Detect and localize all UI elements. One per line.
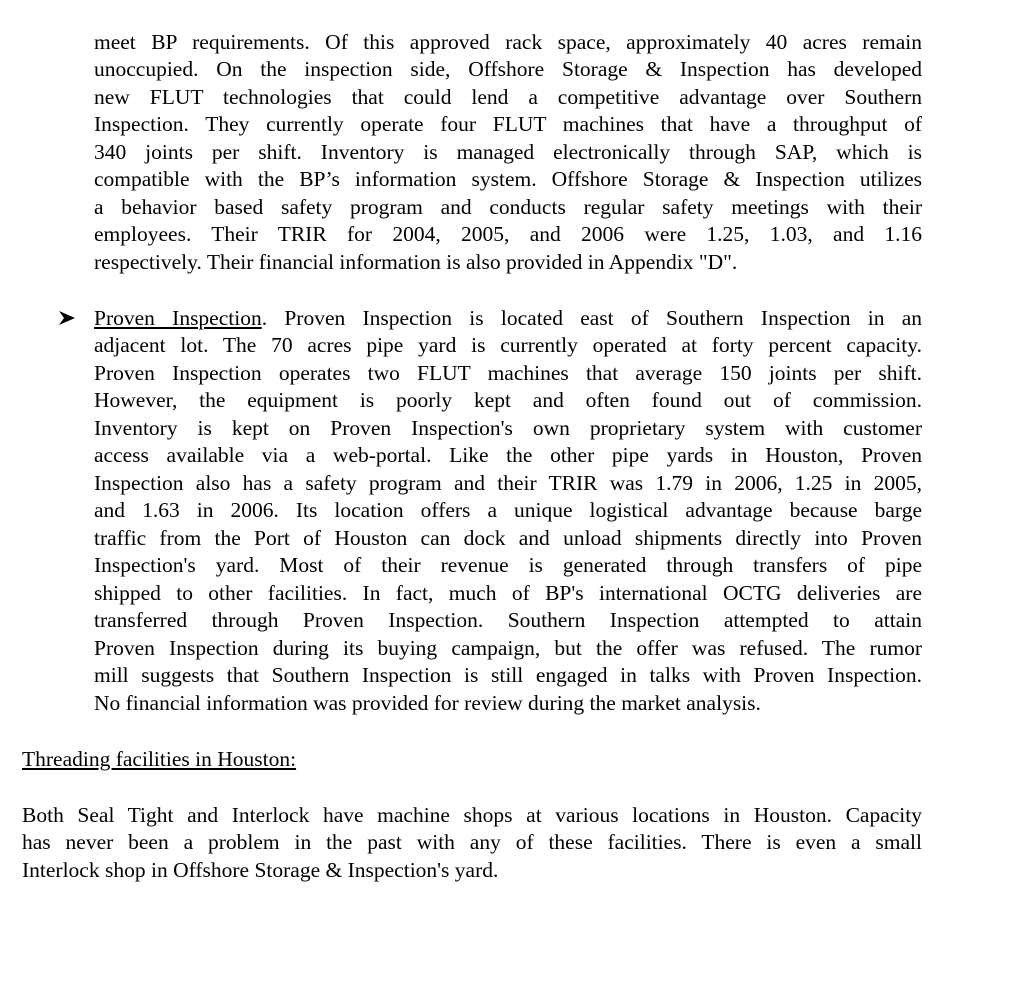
- bullet-title: Proven Inspection: [94, 306, 262, 330]
- text-line: Inspection. They currently operate four FLUT machines that have a throughput of: [94, 112, 922, 136]
- text-line: unoccupied. On the inspection side, Offshore Storage & Inspection has developed: [94, 57, 922, 81]
- text-line: access available via a web-portal. Like the other pipe yards in Houston, Proven: [94, 443, 922, 467]
- section-heading: Threading facilities in Houston:: [22, 747, 297, 771]
- text-line: Inspection's yard. Most of their revenue is generated through transfers of pipe: [94, 553, 922, 577]
- text-line: traffic from the Port of Houston can dock and unload shipments directly into Proven: [94, 526, 922, 550]
- text-line: Both Seal Tight and Interlock have machine shops at various locations in Houston. Capacity: [22, 803, 922, 827]
- text-line: mill suggests that Southern Inspection is still engaged in talks with Proven Inspection.: [94, 663, 922, 687]
- text-line: meet BP requirements. Of this approved rack space, approximately 40 acres remain: [94, 30, 922, 54]
- text-line: employees. Their TRIR for 2004, 2005, and 2006 were 1.25, 1.03, and 1.16: [94, 222, 922, 246]
- text-line: Proven Inspection. Proven Inspection is located east of Southern Inspection in an: [94, 306, 922, 330]
- text-line: Proven Inspection during its buying campaign, but the offer was refused. The rumor: [94, 636, 922, 660]
- text-line: No financial information was provided for review during the market analysis.: [94, 691, 761, 715]
- text-line: respectively. Their financial information is also provided in Appendix "D".: [94, 250, 738, 274]
- text-line: Inspection also has a safety program and their TRIR was 1.79 in 2006, 1.25 in 2005,: [94, 471, 922, 495]
- text-line: and 1.63 in 2006. Its location offers a unique logistical advantage because barge: [94, 498, 922, 522]
- text-line: Inventory is kept on Proven Inspection's own proprietary system with customer: [94, 416, 922, 440]
- text-line: 340 joints per shift. Inventory is managed electronically through SAP, which is: [94, 140, 922, 164]
- text-line: a behavior based safety program and conducts regular safety meetings with their: [94, 195, 922, 219]
- text-line: shipped to other facilities. In fact, much of BP's international OCTG deliveries are: [94, 581, 922, 605]
- text-line: Proven Inspection operates two FLUT machines that average 150 joints per shift.: [94, 361, 922, 385]
- text-line: However, the equipment is poorly kept and often found out of commission.: [94, 388, 922, 412]
- text-line: has never been a problem in the past with any of these facilities. There is even a small: [22, 830, 922, 854]
- text-line: compatible with the BP’s information system. Offshore Storage & Inspection utilizes: [94, 167, 922, 191]
- text-line: adjacent lot. The 70 acres pipe yard is currently operated at forty percent capacity.: [94, 333, 922, 357]
- text-line: transferred through Proven Inspection. Southern Inspection attempted to attain: [94, 608, 922, 632]
- text-line: new FLUT technologies that could lend a competitive advantage over Southern: [94, 85, 922, 109]
- arrowhead-bullet-icon: [57, 304, 77, 332]
- text-line: Interlock shop in Offshore Storage & Inspection's yard.: [22, 858, 499, 882]
